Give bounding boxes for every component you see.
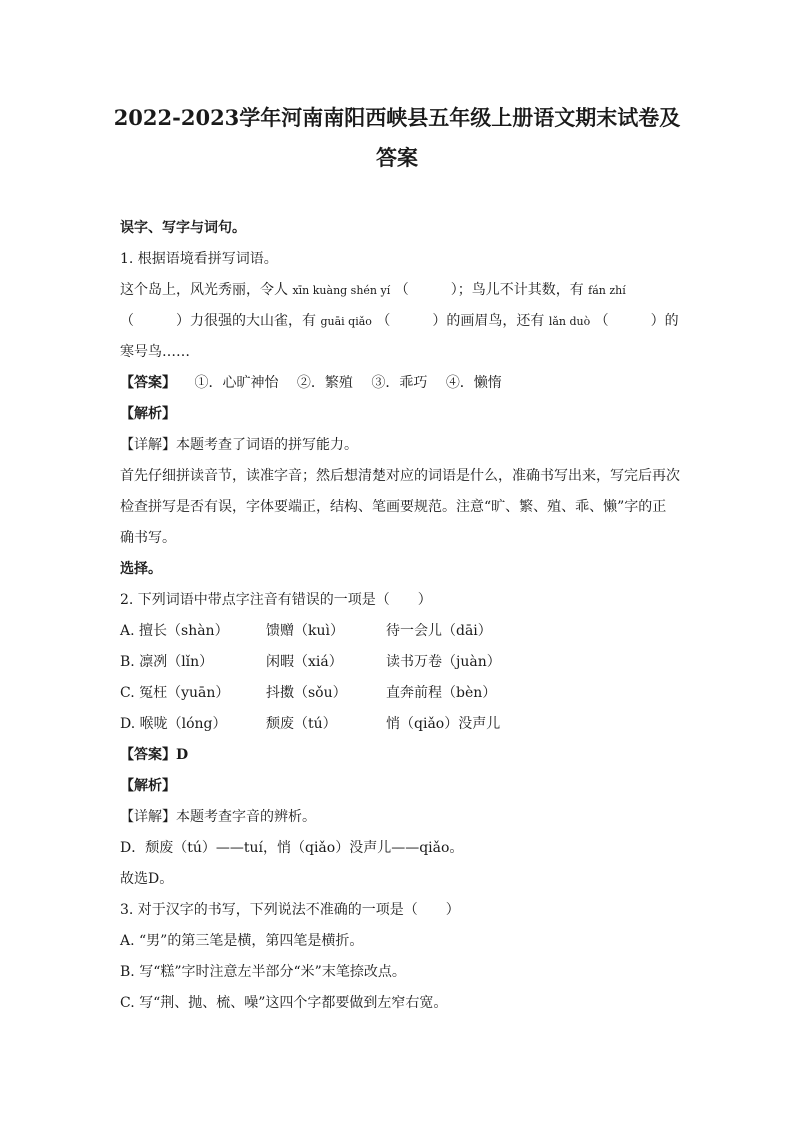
option-cell: 颓废（tú） [266, 716, 337, 732]
option-cell: 读书万卷（juàn） [386, 654, 501, 670]
question-2-stem: 2. 下列词语中带点字注音有错误的一项是（ ） [120, 592, 432, 608]
q1-explanation-3: 确书写。 [120, 530, 176, 546]
answer-item: ④．懒惰 [445, 375, 502, 391]
q1-text: （ ）；鸟儿不计其数，有 [394, 282, 584, 298]
q1-text: 这个岛上，风光秀丽，令人 [120, 282, 288, 298]
option-cell: 悄（qiǎo）没声儿 [386, 716, 501, 732]
q2-detail: 【详解】本题考查字音的辨析。 [120, 809, 316, 825]
q3-option-c: C. 写“荆、抛、梳、噪”这四个字都要做到左窄右宽。 [120, 995, 448, 1011]
q1-detail: 【详解】本题考查了词语的拼写能力。 [120, 437, 358, 453]
option-cell: 直奔前程（bèn） [386, 685, 497, 701]
answer-item: ①．心旷神怡 [194, 375, 279, 391]
question-1-line-1 [120, 280, 680, 301]
option-cell: 抖擞（sǒu） [266, 685, 347, 701]
q1-text: （ ）的 [594, 313, 679, 329]
doc-title-line-2: 答案 [376, 145, 418, 170]
q2-explanation-1: D．颓废（tú）——tuí，悄（qiǎo）没声儿——qiǎo。 [120, 840, 464, 856]
pinyin-text: xīn kuàng shén yí [292, 284, 391, 297]
question-3-stem: 3. 对于汉字的书写，下列说法不准确的一项是（ ） [120, 902, 460, 918]
question-1-stem: 1. 根据语境看拼写词语。 [120, 251, 278, 267]
q1-analysis-label: 【解析】 [120, 406, 176, 422]
answer-label: 【答案】 [120, 375, 176, 391]
q2-explanation-2: 故选D。 [120, 871, 174, 887]
question-1-line-2 [120, 311, 680, 332]
q1-explanation-2: 检查拼写是否有误，字体要端正，结构、笔画要规范。注意“旷、繁、殖、乖、懒”字的正 [120, 499, 667, 515]
q1-text: （ ）力很强的大山雀，有 [120, 313, 316, 329]
q1-explanation-1: 首先仔细拼读音节，读准字音；然后想清楚对应的词语是什么，准确书写出来，写完后再次 [120, 468, 680, 484]
q3-option-a: A. “男”的第三笔是横，第四笔是横折。 [120, 933, 364, 949]
pinyin-text: guāi qiǎo [320, 315, 372, 328]
q2-analysis-label: 【解析】 [120, 778, 176, 794]
q1-answer-row [120, 373, 680, 393]
section-heading-choice: 选择。 [120, 561, 162, 577]
pinyin-text: lǎn duò [548, 315, 591, 328]
option-cell: 待一会儿（dāi） [386, 623, 492, 639]
pinyin-text: fán zhí [588, 284, 626, 297]
answer-item: ②．繁殖 [296, 375, 353, 391]
section-heading-words: 误字、写字与词句。 [120, 220, 246, 236]
q1-text: （ ）的画眉鸟，还有 [376, 313, 545, 329]
question-1-line-3: 寒号鸟…… [120, 344, 190, 360]
q3-option-b: B. 写“糕”字时注意左半部分“米”末笔捺改点。 [120, 964, 406, 980]
option-cell: 馈赠（kuì） [266, 623, 344, 639]
option-cell: C. 冤枉（yuān） [120, 685, 230, 701]
q2-answer: 【答案】D [120, 747, 189, 763]
answer-item: ③．乖巧 [371, 375, 428, 391]
option-cell: D. 喉咙（lóng） [120, 716, 227, 732]
option-cell: 闲暇（xiá） [266, 654, 343, 670]
option-cell: A. 擅长（shàn） [120, 623, 229, 639]
option-cell: B. 凛冽（lǐn） [120, 654, 214, 670]
doc-title-line-1: 2022-2023学年河南南阳西峡县五年级上册语文期末试卷及 [113, 105, 681, 130]
